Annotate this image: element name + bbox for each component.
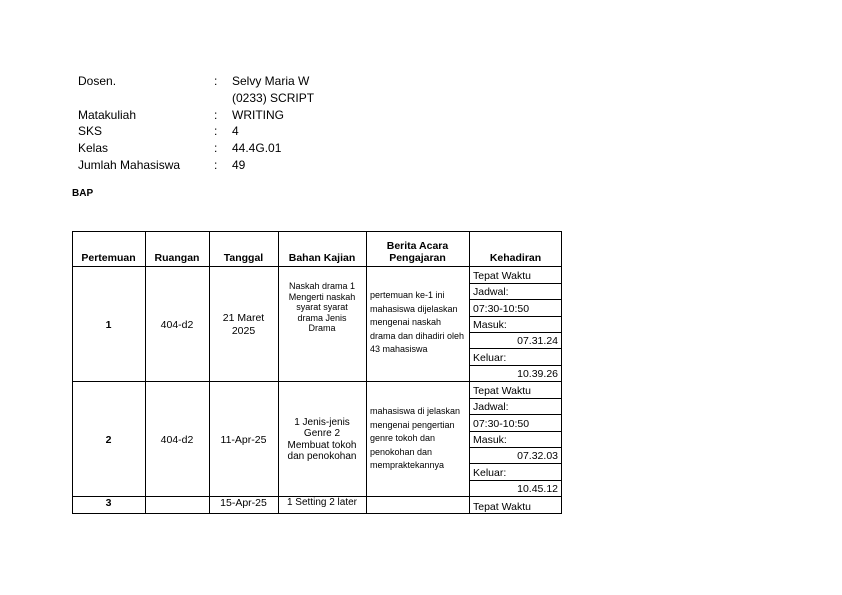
info-value: Selvy Maria W (0233) SCRIPT: [232, 74, 315, 105]
row1-masuk: 07.31.24: [517, 335, 558, 347]
row3-bahan-kajian: 1 Setting 2 later: [286, 497, 358, 508]
row3-status: Tepat Waktu: [473, 501, 531, 513]
row1-jadwal-label: Jadwal:: [473, 286, 509, 298]
info-label: Dosen.: [78, 74, 117, 88]
header-bahan-kajian: Bahan Kajian: [288, 252, 356, 264]
row2-masuk-label: Masuk:: [473, 434, 507, 446]
section-title: BAP: [72, 188, 94, 199]
row1-keluar-label: Keluar:: [473, 352, 507, 364]
row2-jadwal: 07:30-10:50: [473, 418, 530, 430]
row1-keluar: 10.39.26: [517, 368, 558, 380]
row2-tanggal: 11-Apr-25: [220, 433, 267, 446]
row3-ruangan: [145, 497, 209, 514]
info-row-jumlah-mahasiswa: [78, 157, 378, 174]
info-row-sks: [78, 123, 378, 140]
info-value: 49: [232, 157, 246, 172]
row2-bahan-kajian: 1 Jenis-jenis Genre 2 Membuat tokoh dan penokohan: [287, 416, 357, 462]
header-pertemuan: Pertemuan: [81, 252, 136, 264]
info-value: 4: [232, 124, 239, 139]
row1-masuk-label: Masuk:: [473, 319, 507, 331]
info-colon: :: [214, 141, 218, 156]
header-tanggal: Tanggal: [223, 252, 264, 264]
info-row-kelas: [78, 140, 378, 157]
row3-pertemuan: 3: [105, 497, 112, 509]
row1-pertemuan: 1: [105, 318, 112, 331]
row2-pertemuan: 2: [105, 433, 112, 446]
row1-jadwal: 07:30-10:50: [473, 303, 530, 315]
info-value: 44.4G.01: [232, 141, 282, 156]
info-colon: :: [214, 107, 218, 122]
row1-tanggal: 21 Maret 2025: [222, 311, 265, 337]
header-kehadiran: Kehadiran: [489, 252, 542, 264]
row1-bahan-kajian: Naskah drama 1 Mengerti naskah syarat syarat drama Jenis Drama: [288, 281, 356, 333]
info-colon: :: [214, 157, 218, 172]
info-label: Jumlah Mahasiswa: [78, 157, 181, 172]
row3-tanggal: 15-Apr-25: [220, 497, 267, 509]
row2-ruangan: 404-d2: [160, 433, 194, 446]
header-ruangan: Ruangan: [154, 252, 200, 264]
row2-berita-acara: mahasiswa di jelaskan mengenai pengertian genre tokoh dan penokohan dan mempraktekannya: [370, 406, 461, 470]
info-label: Matakuliah: [78, 107, 137, 122]
info-row-dosen: [78, 73, 378, 107]
row2-keluar-label: Keluar:: [473, 467, 507, 479]
info-colon: :: [214, 74, 218, 88]
info-value: WRITING: [232, 107, 284, 122]
row2-masuk: 07.32.03: [517, 450, 558, 462]
header-berita-acara: Berita Acara Pengajaran: [386, 240, 449, 264]
info-row-matakuliah: [78, 107, 378, 124]
row1-ruangan: 404-d2: [160, 318, 194, 331]
row3-berita-acara: [366, 497, 469, 514]
info-label: SKS: [78, 124, 103, 139]
row1-status: Tepat Waktu: [473, 270, 531, 282]
row2-jadwal-label: Jadwal:: [473, 401, 509, 413]
row2-keluar: 10.45.12: [517, 483, 558, 495]
row2-status: Tepat Waktu: [473, 385, 531, 397]
bap-table: [72, 231, 562, 514]
course-info: [78, 73, 378, 174]
info-label: Kelas: [78, 141, 109, 156]
info-colon: :: [214, 124, 218, 139]
row1-berita-acara: pertemuan ke-1 ini mahasiswa dijelaskan mengenai naskah drama dan dihadiri oleh 43 mahasiswa: [370, 290, 465, 354]
